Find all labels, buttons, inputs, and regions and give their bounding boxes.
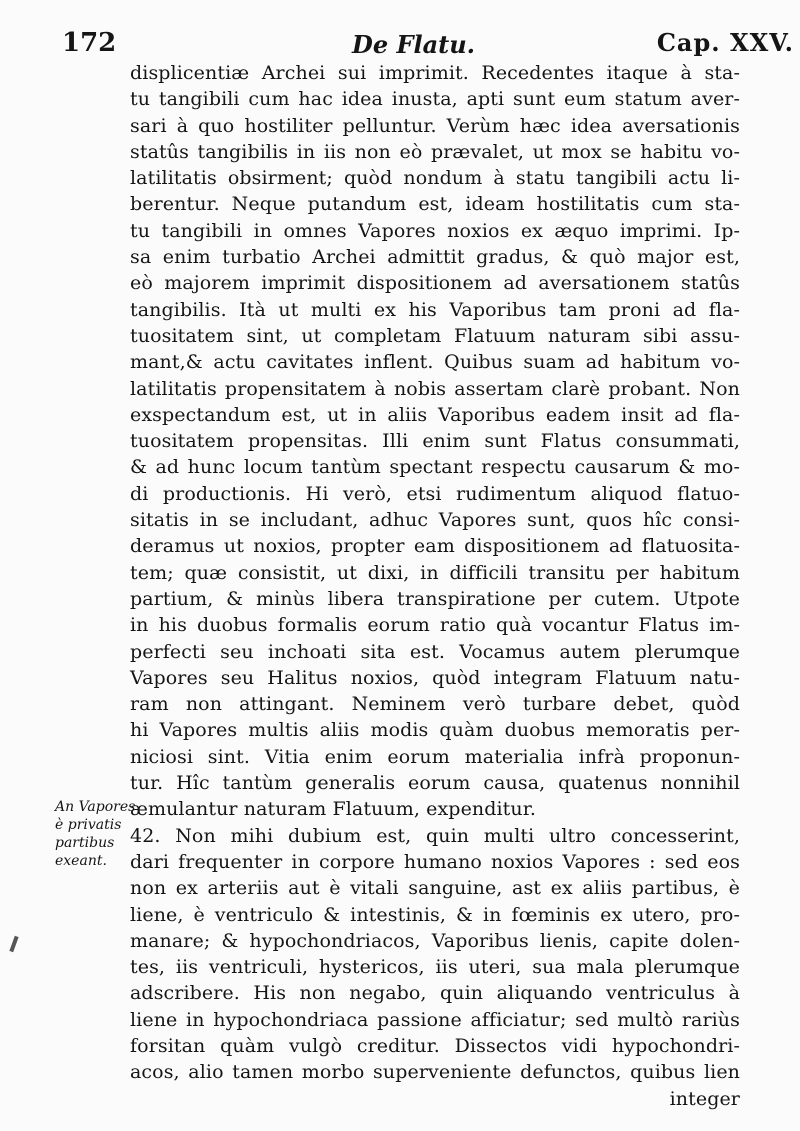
- running-title: De Flatu.: [352, 30, 476, 59]
- text-line: 42. Non mihi dubium est, quin multi ultro concesserint,: [130, 824, 740, 847]
- margin-note: [55, 798, 147, 870]
- text-line: ram non attingant. Neminem verò turbare debet, quòd: [130, 693, 740, 716]
- text-line: adscribere. His non negabo, quin aliquando ventriculus à: [130, 982, 740, 1005]
- text-line: sa enim turbatio Archei admittit gradus, & quò major est,: [130, 246, 740, 269]
- text-line: mant,& actu cavitates inflent. Quibus suam ad habitum vo-: [130, 351, 740, 374]
- text-line: perfecti seu inchoati sita est. Vocamus autem plerumque: [130, 640, 740, 663]
- text-line: acos, alio tamen morbo superveniente defunctos, quibus lien: [130, 1061, 740, 1084]
- text-line: tu tangibili cum hac idea inusta, apti sunt eum statum aver-: [130, 88, 740, 111]
- text-line: tuositatem sint, ut completam Flatuum naturam sibi assu-: [130, 324, 740, 347]
- text-line: liene in hypochondriaca passione afficiatur; sed multò rariùs: [130, 1008, 740, 1031]
- text-line: exspectandum est, ut in aliis Vaporibus eadem insit ad fla-: [130, 403, 740, 426]
- margin-note-line: è privatis: [55, 817, 122, 833]
- text-line: dari frequenter in corpore humano noxios Vapores : sed eos: [130, 850, 740, 873]
- margin-note-line: An Vapores: [55, 799, 136, 815]
- text-line: tangibilis. Ità ut multi ex his Vaporibus tam proni ad fla-: [130, 298, 740, 321]
- page-number: 172: [62, 28, 117, 58]
- text-line: berentur. Neque putandum est, ideam hostilitatis cum sta-: [130, 193, 740, 216]
- text-line: deramus ut noxios, propter eam dispositionem ad flatuosita-: [130, 535, 740, 558]
- text-line: hi Vapores multis aliis modis quàm duobus memoratis per-: [130, 719, 740, 742]
- ink-mark: [9, 936, 18, 952]
- margin-note-line: partibus: [55, 835, 115, 851]
- text-line: statûs tangibilis in iis non eò prævalet, ut mox se habitu vo-: [130, 140, 740, 163]
- text-line: sitatis in se includant, adhuc Vapores sunt, quos hîc consi-: [130, 509, 740, 532]
- text-line: tur. Hîc tantùm generalis eorum causa, quatenus nonnihil: [130, 772, 740, 795]
- text-line: partium, & minùs libera transpiratione per cutem. Utpote: [130, 587, 740, 610]
- text-line: tuositatem propensitas. Illi enim sunt Flatus consummati,: [130, 430, 740, 453]
- text-line: niciosi sint. Vitia enim eorum materialia infrà proponun-: [130, 745, 740, 768]
- body-text: [130, 60, 740, 1112]
- text-line: latilitatis obsirment; quòd nondum à statu tangibili actu li-: [130, 167, 740, 190]
- text-line: eò majorem imprimit dispositionem ad aversationem statûs: [130, 272, 740, 295]
- text-line: manare; & hypochondriacos, Vaporibus lienis, capite dolen-: [130, 929, 740, 952]
- text-line: sari à quo hostiliter pelluntur. Verùm hæc idea aversationis: [130, 114, 740, 137]
- text-line: forsitan quàm vulgò creditur. Dissectos vidi hypochondri-: [130, 1034, 740, 1057]
- text-line: latilitatis propensitatem à nobis assertam clarè probant. Non: [130, 377, 740, 400]
- page-header: [62, 28, 800, 62]
- text-line: in his duobus formalis eorum ratio quà vocantur Flatus im-: [130, 614, 740, 637]
- paragraph-end-line: æmulantur naturam Flatuum, expenditur.: [130, 798, 536, 821]
- chapter-heading: Cap. XXV.: [656, 28, 794, 57]
- text-line: tem; quæ consistit, ut dixi, in difficili transitu per habitum: [130, 561, 740, 584]
- catchword: integer: [669, 1087, 740, 1110]
- text-line: & ad hunc locum tantùm spectant respectu causarum & mo-: [130, 456, 740, 479]
- margin-note-line: exeant.: [55, 853, 107, 869]
- text-line: non ex arteriis aut è vitali sanguine, ast ex aliis partibus, è: [130, 877, 740, 900]
- text-line: displicentiæ Archei sui imprimit. Recedentes itaque à sta-: [130, 62, 740, 84]
- text-line: di productionis. Hi verò, etsi rudimentum aliquod flatuo-: [130, 482, 740, 505]
- text-line: tes, iis ventriculi, hystericos, iis uteri, sua mala plerumque: [130, 956, 740, 979]
- text-line: tu tangibili in omnes Vapores noxios ex æquo imprimi. Ip-: [130, 219, 740, 242]
- text-line: liene, è ventriculo & intestinis, & in fœminis ex utero, pro-: [130, 903, 740, 926]
- text-line: Vapores seu Halitus noxios, quòd integram Flatuum natu-: [130, 666, 740, 689]
